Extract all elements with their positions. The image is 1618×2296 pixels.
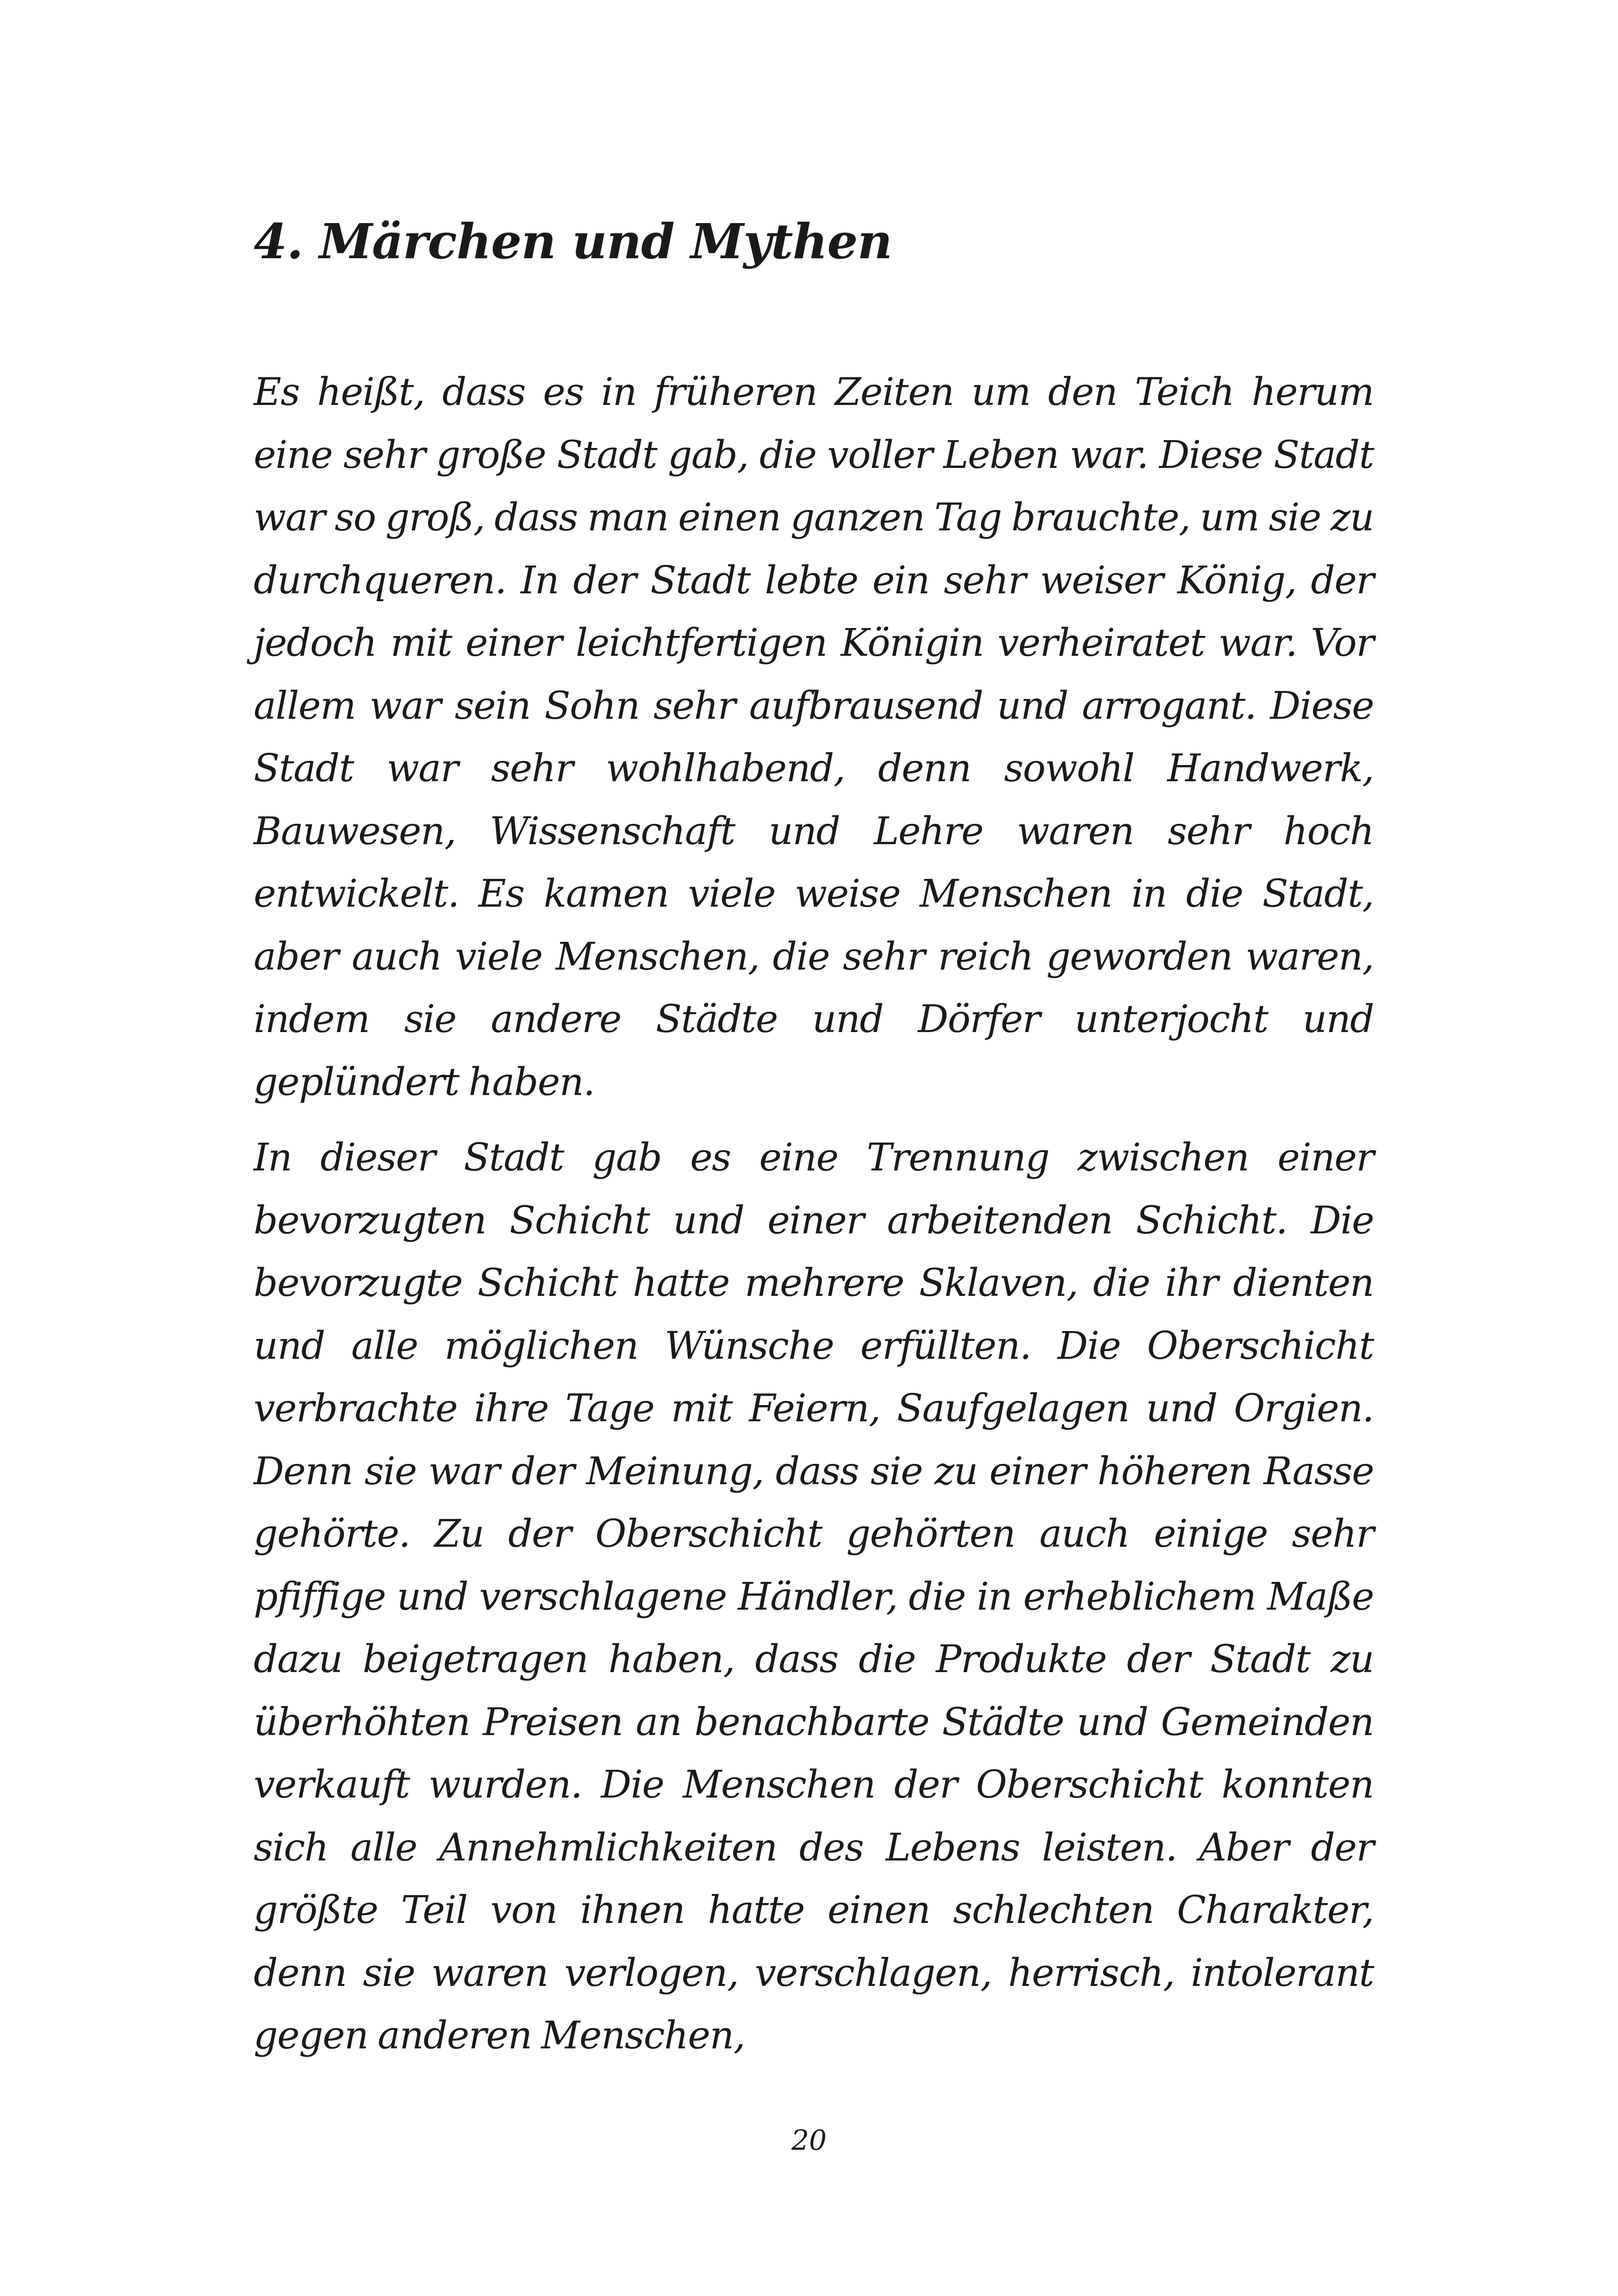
page-number: 20 [791,2124,827,2157]
paragraph: In dieser Stadt gab es eine Trennung zwischen einer bevorzugten Schicht und einer arbeitenden Schicht. Die bevorzugte Schicht hatte mehrere Sklaven, die ihr dienten und alle möglichen Wünsche erfüllten. Die Oberschicht verbrachte ihre Tage mit Feiern, Saufgelagen und Orgien. Denn sie war der Meinung, dass sie zu einer höheren Rasse gehörte. Zu der Oberschicht gehörten auch einige sehr pfiffige und verschlagene Händler, die in erheblichem Maße dazu beigetragen haben, dass die Produkte der Stadt zu überhöhten Preisen an benachbarte Städte und Gemeinden verkauft wurden. Die Menschen der Oberschicht konnten sich alle Annehmlichkeiten des Lebens leisten. Aber der größte Teil von ihnen hatte einen schlechten Charakter, denn sie waren verlogen, verschlagen, herrisch, intolerant gegen anderen Menschen, [254,1136,1374,2058]
chapter-heading: 4. Märchen und Mythen [254,213,892,270]
paragraph: Es heißt, dass es in früheren Zeiten um den Teich herum eine sehr große Stadt gab, die voller Leben war. Diese Stadt war so groß, dass man einen ganzen Tag brauchte, um sie zu durchqueren. In der Stadt lebte ein sehr weiser König, der jedoch mit einer leichtfertigen Königin verheiratet war. Vor allem war sein Sohn sehr aufbrausend und arrogant. Diese Stadt war sehr wohlhabend, denn sowohl Handwerk, Bauwesen, Wissenschaft und Lehre waren sehr hoch entwickelt. Es kamen viele weise Menschen in die Stadt, aber auch viele Menschen, die sehr reich geworden waren, indem sie andere Städte und Dörfer unterjocht und geplündert haben. [254,370,1374,1104]
chapter-body [254,361,1374,2080]
